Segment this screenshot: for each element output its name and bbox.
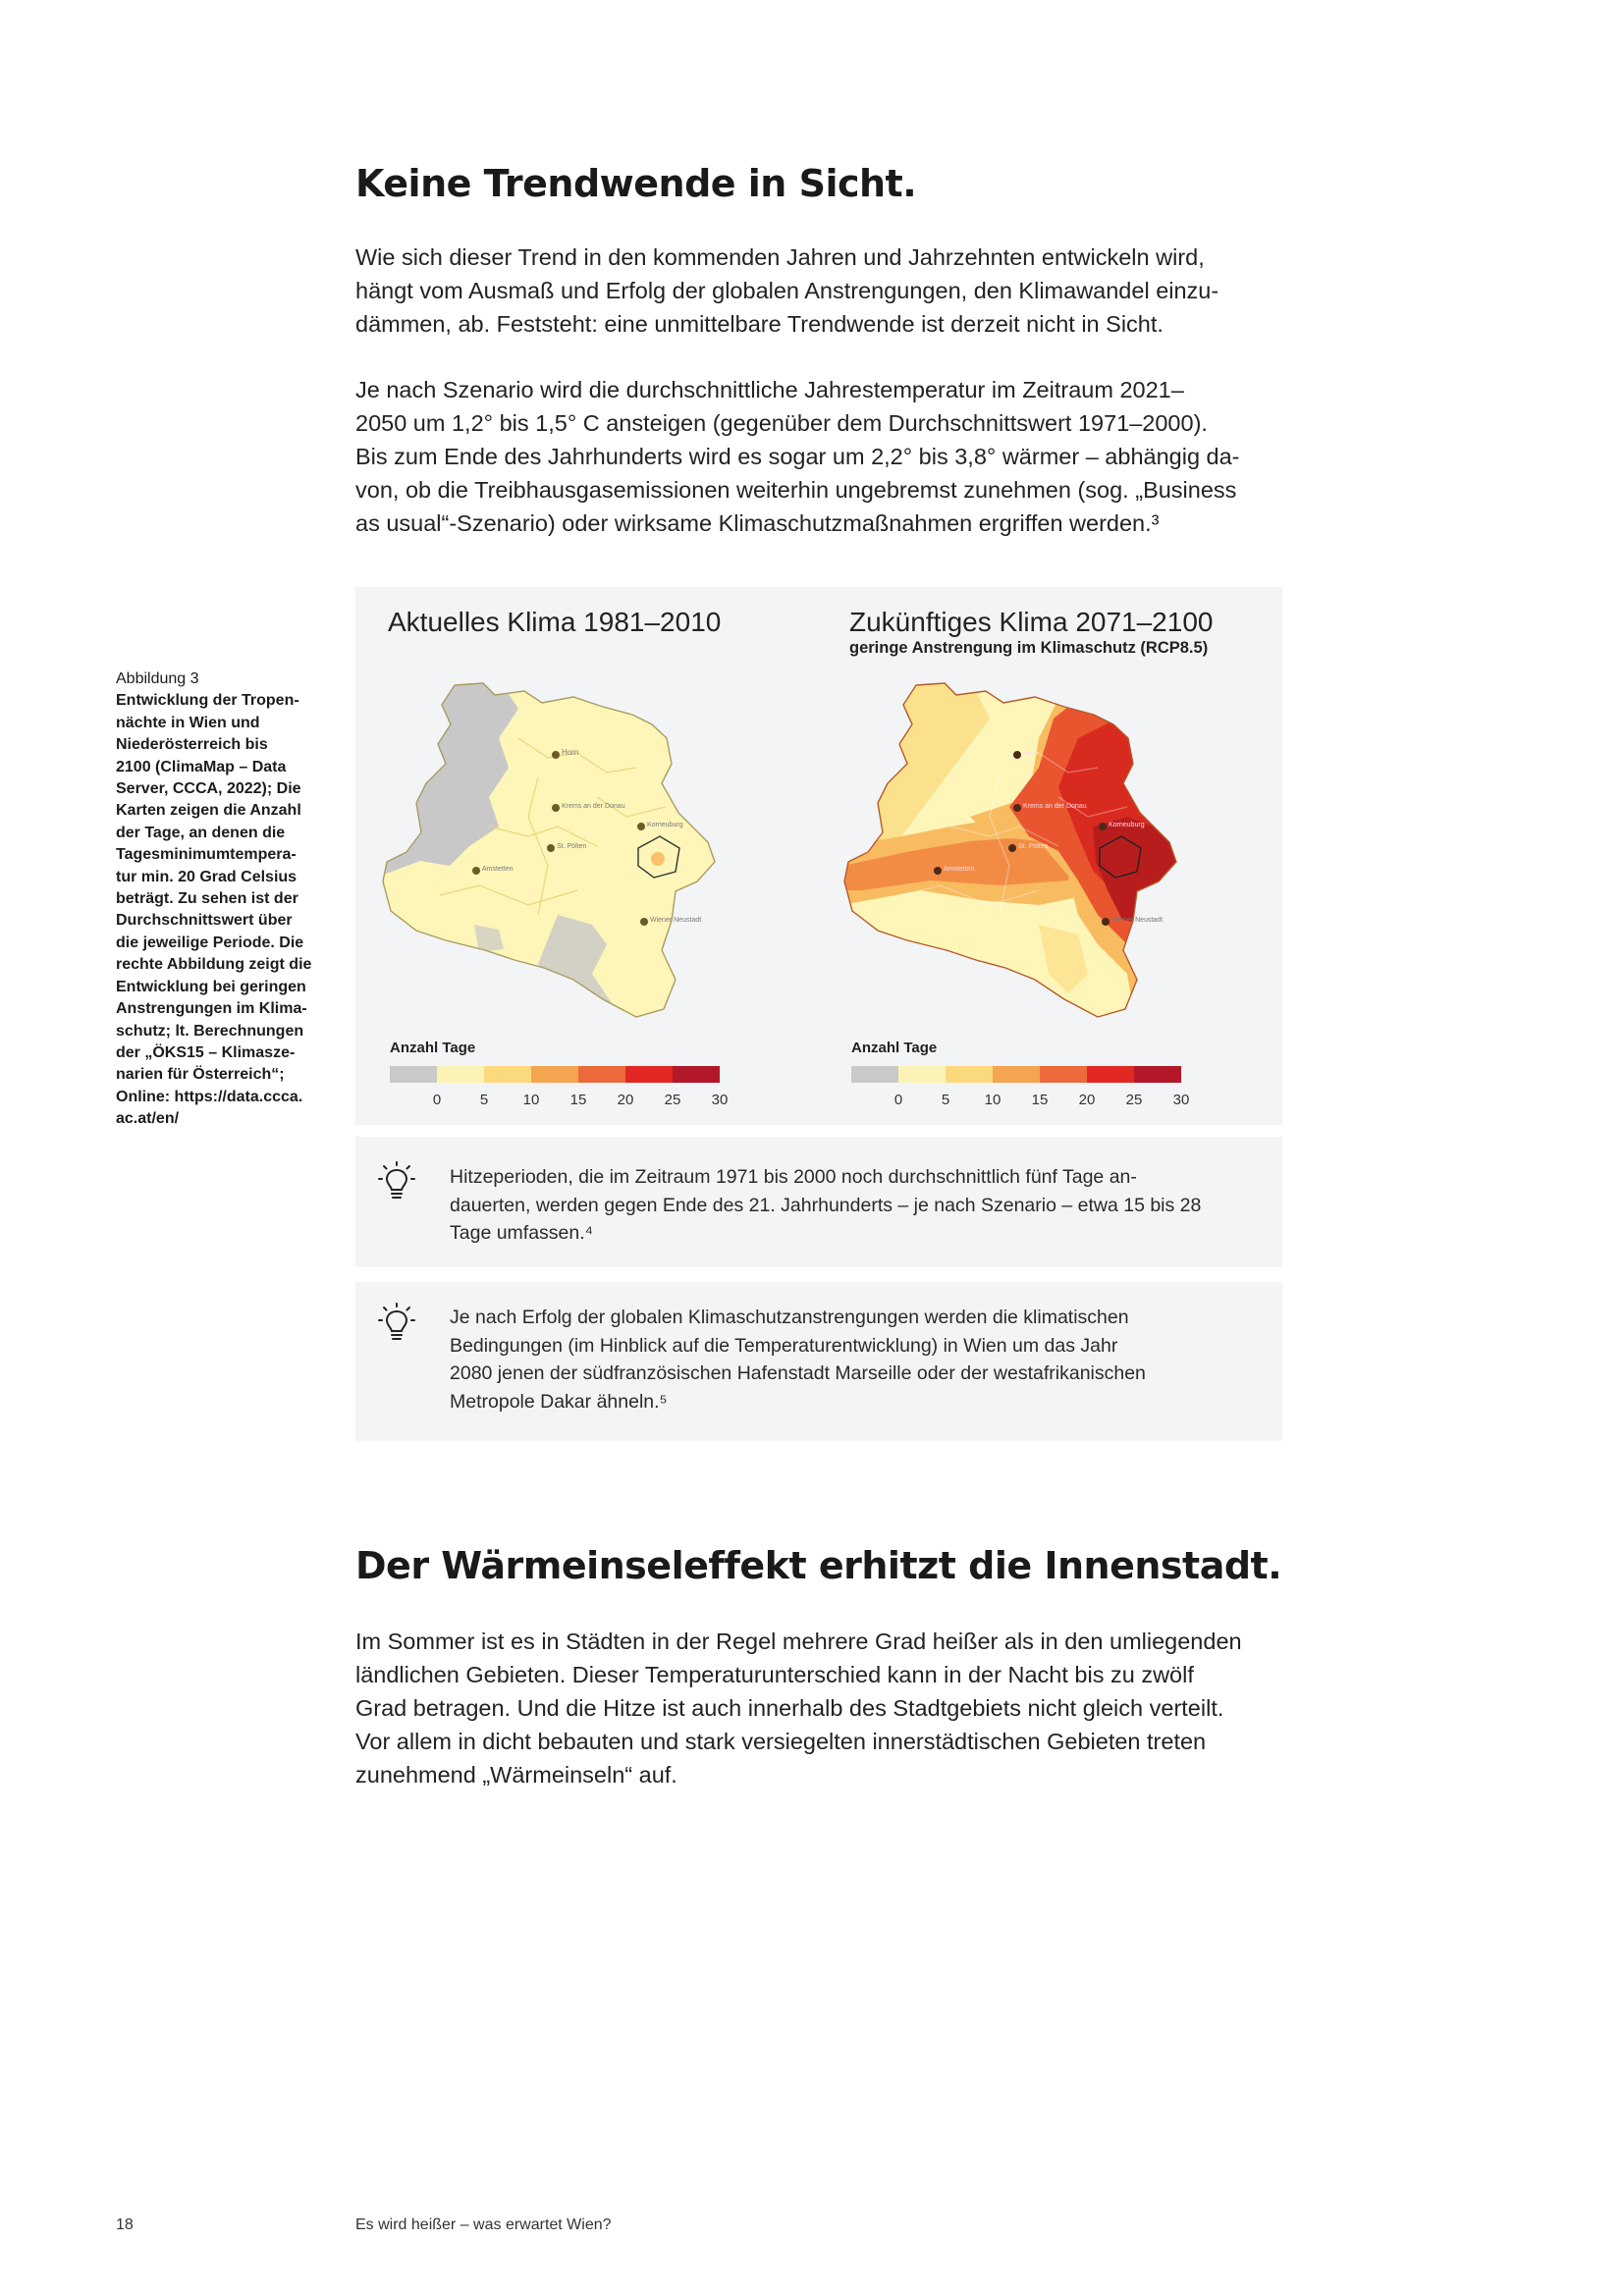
legend-tick: 5 <box>941 1092 950 1108</box>
info-box-climate-comparison <box>355 1282 1282 1441</box>
lightbulb-icon <box>377 1160 416 1203</box>
legend-swatch <box>851 1066 898 1083</box>
legend-tick: 20 <box>1078 1092 1096 1108</box>
legend-swatch <box>898 1066 946 1083</box>
city-label: Horn <box>562 748 579 757</box>
right-map-title: Zukünftiges Klima 2071–2100 <box>849 607 1214 637</box>
legend-swatch <box>1134 1066 1181 1083</box>
caption-line: Durchschnittswert über <box>116 912 293 930</box>
legend-swatch <box>673 1066 720 1083</box>
legend-tick: 25 <box>1125 1092 1143 1108</box>
legend-swatch <box>578 1066 625 1083</box>
figure-panel <box>355 587 1282 1125</box>
legend-swatch <box>625 1066 673 1083</box>
legend-tick: 0 <box>893 1092 903 1108</box>
legend-swatch <box>531 1066 578 1083</box>
city-label: Korneuburg <box>1109 822 1145 828</box>
legend-tick: 15 <box>1031 1092 1049 1108</box>
info-box-heat-periods <box>355 1137 1282 1267</box>
caption-line: 2100 (ClimaMap – Data <box>116 758 287 775</box>
caption-line: Entwicklung der Tropen- <box>116 692 299 710</box>
text-line: 2080 jenen der südfranzösischen Hafenstadt Marseille oder der westafrikanischen <box>450 1362 1146 1384</box>
legend-swatch <box>946 1066 993 1083</box>
text-line: zunehmend „Wärmeinseln“ auf. <box>355 1762 677 1788</box>
legend-tick: 15 <box>569 1092 587 1108</box>
legend-tick: 10 <box>522 1092 540 1108</box>
city-label: Amstetten <box>944 866 975 873</box>
text-line: dauerten, werden gegen Ende des 21. Jahrhunderts – je nach Szenario – etwa 15 bis 28 <box>450 1194 1202 1216</box>
text-line: Bis zum Ende des Jahrhunderts wird es sogar um 2,2° bis 3,8° wärmer – abhängig da- <box>355 444 1240 469</box>
legend-swatch <box>484 1066 531 1083</box>
caption-line: beträgt. Zu sehen ist der <box>116 890 298 908</box>
left-legend-title: Anzahl Tage <box>390 1040 476 1056</box>
info-text <box>450 1163 1201 1248</box>
city-label: Wiener Neustadt <box>1111 917 1164 924</box>
future-climate-map <box>842 679 1235 1033</box>
text-line: Hitzeperioden, die im Zeitraum 1971 bis 2000 noch durchschnittlich fünf Tage an- <box>450 1166 1137 1188</box>
section-heading: Der Wärmeinseleffekt erhitzt die Innenstadt. <box>355 1544 1282 1587</box>
legend-swatch <box>1087 1066 1134 1083</box>
right-map-subtitle: geringe Anstrengung im Klimaschutz (RCP8.5) <box>849 639 1209 657</box>
caption-line: schutz; lt. Berechnungen <box>116 1022 304 1040</box>
legend-swatch <box>993 1066 1040 1083</box>
legend-swatch <box>1040 1066 1087 1083</box>
caption-line: Server, CCCA, 2022); Die <box>116 780 301 798</box>
running-footer-title: Es wird heißer – was erwartet Wien? <box>355 2216 612 2233</box>
legend-tick: 5 <box>479 1092 489 1108</box>
figure-caption <box>116 668 337 1131</box>
caption-line: tur min. 20 Grad Celsius <box>116 868 298 885</box>
left-legend-swatches <box>390 1066 720 1083</box>
text-line: Je nach Szenario wird die durchschnittliche Jahrestemperatur im Zeitraum 2021– <box>355 377 1184 402</box>
caption-line: der Tage, an denen die <box>116 824 286 841</box>
legend-tick: 0 <box>432 1092 442 1108</box>
info-text <box>450 1304 1146 1415</box>
caption-line: Anstrengungen im Klima- <box>116 1000 307 1018</box>
left-map-title: Aktuelles Klima 1981–2010 <box>388 607 722 637</box>
legend-tick: 30 <box>711 1092 729 1108</box>
caption-label: Abbildung 3 <box>116 670 199 687</box>
city-label: Horn <box>1023 750 1039 757</box>
text-line: hängt vom Ausmaß und Erfolg der globalen Anstrengungen, den Klimawandel einzu- <box>355 278 1219 303</box>
text-line: Je nach Erfolg der globalen Klimaschutzanstrengungen werden die klimatischen <box>450 1307 1129 1328</box>
text-line: Metropole Dakar ähneln.⁵ <box>450 1390 668 1413</box>
lightbulb-icon <box>377 1302 416 1345</box>
text-line: Im Sommer ist es in Städten in der Regel mehrere Grad heißer als in den umliegenden <box>355 1629 1242 1654</box>
caption-line: rechte Abbildung zeigt die <box>116 956 312 974</box>
right-legend-swatches <box>851 1066 1181 1083</box>
legend-swatch <box>390 1066 437 1083</box>
text-line: Grad betragen. Und die Hitze ist auch innerhalb des Stadtgebiets nicht gleich verteilt. <box>355 1695 1224 1721</box>
heat-island-paragraph <box>355 1625 1242 1791</box>
legend-swatch <box>437 1066 484 1083</box>
text-line: Wie sich dieser Trend in den kommenden Jahren und Jahrzehnten entwickeln wird, <box>355 244 1205 270</box>
legend-tick: 30 <box>1172 1092 1190 1108</box>
text-line: ländlichen Gebieten. Dieser Temperaturunterschied kann in der Nacht bis zu zwölf <box>355 1662 1194 1687</box>
legend-tick: 25 <box>664 1092 681 1108</box>
text-line: as usual“-Szenario) oder wirksame Klimaschutzmaßnahmen ergriffen werden.³ <box>355 510 1160 536</box>
intro-paragraph <box>355 240 1218 341</box>
city-label: Amstetten <box>482 866 514 873</box>
caption-line: Karten zeigen die Anzahl <box>116 802 301 820</box>
text-line: dämmen, ab. Feststeht: eine unmittelbare Trendwende ist derzeit nicht in Sicht. <box>355 311 1164 337</box>
text-line: 2050 um 1,2° bis 1,5° C ansteigen (gegenüber dem Durchschnittswert 1971–2000). <box>355 410 1208 436</box>
caption-line: nächte in Wien und <box>116 714 260 731</box>
text-line: Tage umfassen.⁴ <box>450 1222 594 1244</box>
city-label: Korneuburg <box>647 822 683 828</box>
caption-line: ac.at/en/ <box>116 1110 180 1128</box>
city-label: Krems an der Donau <box>562 803 625 810</box>
caption-line: Niederösterreich bis <box>116 736 268 754</box>
left-legend-ticks <box>390 1092 729 1111</box>
city-label: St. Pölten <box>557 843 587 850</box>
caption-line: Tagesminimumtempera- <box>116 846 297 864</box>
legend-tick: 10 <box>984 1092 1001 1108</box>
caption-line: Entwicklung bei geringen <box>116 978 306 995</box>
caption-line: die jeweilige Periode. Die <box>116 934 304 951</box>
legend-tick: 20 <box>617 1092 634 1108</box>
city-label: Wiener Neustadt <box>650 917 702 924</box>
city-label: Krems an der Donau <box>1023 803 1087 810</box>
text-line: Vor allem in dicht bebauten und stark versiegelten innerstädtischen Gebieten treten <box>355 1729 1207 1754</box>
caption-line: narien für Österreich“; <box>116 1066 285 1084</box>
city-label: St. Pölten <box>1018 843 1049 850</box>
right-legend-title: Anzahl Tage <box>851 1040 938 1056</box>
text-line: Bedingungen (im Hinblick auf die Temperaturentwicklung) in Wien um das Jahr <box>450 1334 1118 1357</box>
current-climate-map <box>381 679 774 1033</box>
text-line: von, ob die Treibhausgasemissionen weiterhin ungebremst zunehmen (sog. „Business <box>355 477 1237 503</box>
page-number: 18 <box>116 2216 134 2233</box>
right-legend-ticks <box>851 1092 1190 1111</box>
caption-line: der „ÖKS15 – Klimasze- <box>116 1043 296 1061</box>
section-heading: Keine Trendwende in Sicht. <box>355 162 917 205</box>
caption-line: Online: https://data.ccca. <box>116 1088 303 1105</box>
scenario-paragraph <box>355 373 1240 540</box>
